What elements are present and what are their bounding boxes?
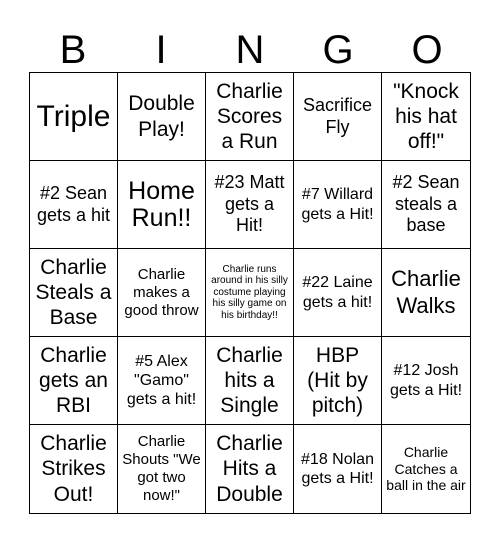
header-letter-g: G bbox=[322, 28, 354, 72]
bingo-square[interactable]: Charlie Shouts "We got two now!" bbox=[118, 425, 206, 513]
bingo-square[interactable]: Charlie Hits a Double bbox=[206, 425, 294, 513]
bingo-square[interactable]: #7 Willard gets a Hit! bbox=[294, 161, 382, 249]
bingo-square[interactable]: #5 Alex "Gamo" gets a hit! bbox=[118, 337, 206, 425]
bingo-square[interactable]: Double Play! bbox=[118, 73, 206, 161]
bingo-square[interactable]: #22 Laine gets a hit! bbox=[294, 249, 382, 337]
bingo-square[interactable]: Charlie gets an RBI bbox=[30, 337, 118, 425]
bingo-card-grid bbox=[29, 72, 471, 514]
bingo-square[interactable]: Home Run!! bbox=[118, 161, 206, 249]
bingo-square[interactable]: #2 Sean steals a base bbox=[382, 161, 470, 249]
bingo-square[interactable]: #2 Sean gets a hit bbox=[30, 161, 118, 249]
bingo-square[interactable]: Sacrifice Fly bbox=[294, 73, 382, 161]
bingo-square[interactable]: #18 Nolan gets a Hit! bbox=[294, 425, 382, 513]
bingo-square[interactable]: #12 Josh gets a Hit! bbox=[382, 337, 470, 425]
bingo-square[interactable]: Charlie Catches a ball in the air bbox=[386, 443, 466, 494]
header-letter-o: O bbox=[411, 28, 443, 72]
bingo-square[interactable]: Charlie Steals a Base bbox=[30, 249, 118, 337]
bingo-square[interactable]: Charlie Scores a Run bbox=[206, 73, 294, 161]
header-letter-b: B bbox=[59, 28, 87, 72]
bingo-square[interactable]: #23 Matt gets a Hit! bbox=[206, 161, 294, 249]
bingo-square[interactable]: Triple bbox=[30, 73, 118, 161]
bingo-square[interactable]: Charlie Strikes Out! bbox=[30, 425, 118, 513]
bingo-square[interactable]: HBP (Hit by pitch) bbox=[294, 337, 382, 425]
bingo-square[interactable]: Charlie Walks bbox=[382, 249, 470, 337]
bingo-square[interactable]: Charlie runs around in his silly costume playing his silly game on his birthday!! bbox=[206, 249, 294, 337]
bingo-square[interactable]: Charlie makes a good throw bbox=[118, 249, 206, 337]
header-letter-i: I bbox=[155, 28, 167, 72]
bingo-square[interactable]: Charlie hits a Single bbox=[206, 337, 294, 425]
bingo-square[interactable]: "Knock his hat off!" bbox=[382, 73, 470, 161]
bingo-header bbox=[29, 28, 471, 72]
header-letter-n: N bbox=[235, 28, 265, 72]
